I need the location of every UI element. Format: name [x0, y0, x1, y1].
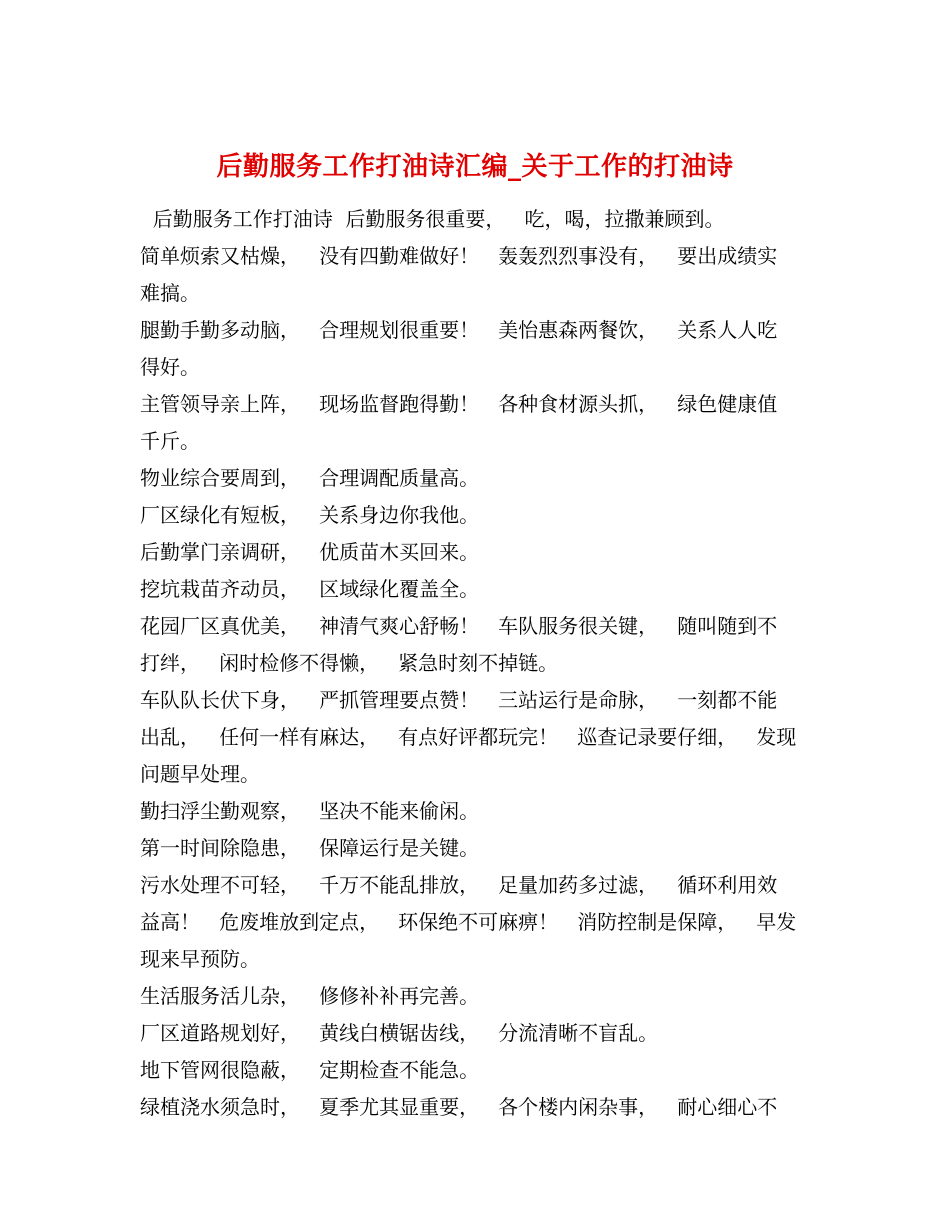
body-line: 腿勤手勤多动脑， 合理规划很重要！ 美怡惠森两餐饮， 关系人人吃: [140, 318, 778, 342]
body-line: 简单烦索又枯燥， 没有四勤难做好！ 轰轰烈烈事没有， 要出成绩实: [140, 244, 778, 268]
body-line: 第一时间除隐患， 保障运行是关键。: [140, 836, 480, 860]
body-line: 花园厂区真优美， 神清气爽心舒畅！ 车队服务很关键， 随叫随到不: [140, 614, 778, 638]
body-line: 益高！ 危废堆放到定点， 环保绝不可麻痹！ 消防控制是保障， 早发: [140, 910, 797, 934]
body-line: 得好。: [140, 355, 200, 379]
body-line: 车队队长伏下身， 严抓管理要点赞！ 三站运行是命脉， 一刻都不能: [140, 688, 778, 712]
document-body: [140, 201, 815, 1126]
body-line: 生活服务活儿杂， 修修补补再完善。: [140, 984, 480, 1008]
body-line: 打绊， 闲时检修不得懒， 紧急时刻不掉链。: [140, 651, 559, 675]
body-line: 出乱， 任何一样有麻达， 有点好评都玩完！ 巡查记录要仔细， 发现: [140, 725, 797, 749]
body-line: 问题早处理。: [140, 762, 260, 786]
body-line: 后勤服务工作打油诗 后勤服务很重要， 吃，喝，拉撒兼顾到。: [140, 207, 725, 231]
body-line: 厂区道路规划好， 黄线白横锯齿线， 分流清晰不盲乱。: [140, 1021, 659, 1045]
body-line: 后勤掌门亲调研， 优质苗木买回来。: [140, 540, 480, 564]
body-line: 难搞。: [140, 281, 200, 305]
body-line: 现来早预防。: [140, 947, 260, 971]
document-title: 后勤服务工作打油诗汇编_关于工作的打油诗: [216, 152, 734, 183]
body-line: 勤扫浮尘勤观察， 坚决不能来偷闲。: [140, 799, 480, 823]
body-line: 挖坑栽苗齐动员， 区域绿化覆盖全。: [140, 577, 480, 601]
body-line: 绿植浇水须急时， 夏季尤其显重要， 各个楼内闲杂事， 耐心细心不: [140, 1095, 778, 1119]
body-line: 污水处理不可轻， 千万不能乱排放， 足量加药多过滤， 循环利用效: [140, 873, 778, 897]
body-line: 厂区绿化有短板， 关系身边你我他。: [140, 503, 480, 527]
body-line: 地下管网很隐蔽， 定期检查不能急。: [140, 1058, 480, 1082]
body-line: 主管领导亲上阵， 现场监督跑得勤！ 各种食材源头抓， 绿色健康值: [140, 392, 778, 416]
body-line: 物业综合要周到， 合理调配质量高。: [140, 466, 480, 490]
body-line: 千斤。: [140, 429, 200, 453]
